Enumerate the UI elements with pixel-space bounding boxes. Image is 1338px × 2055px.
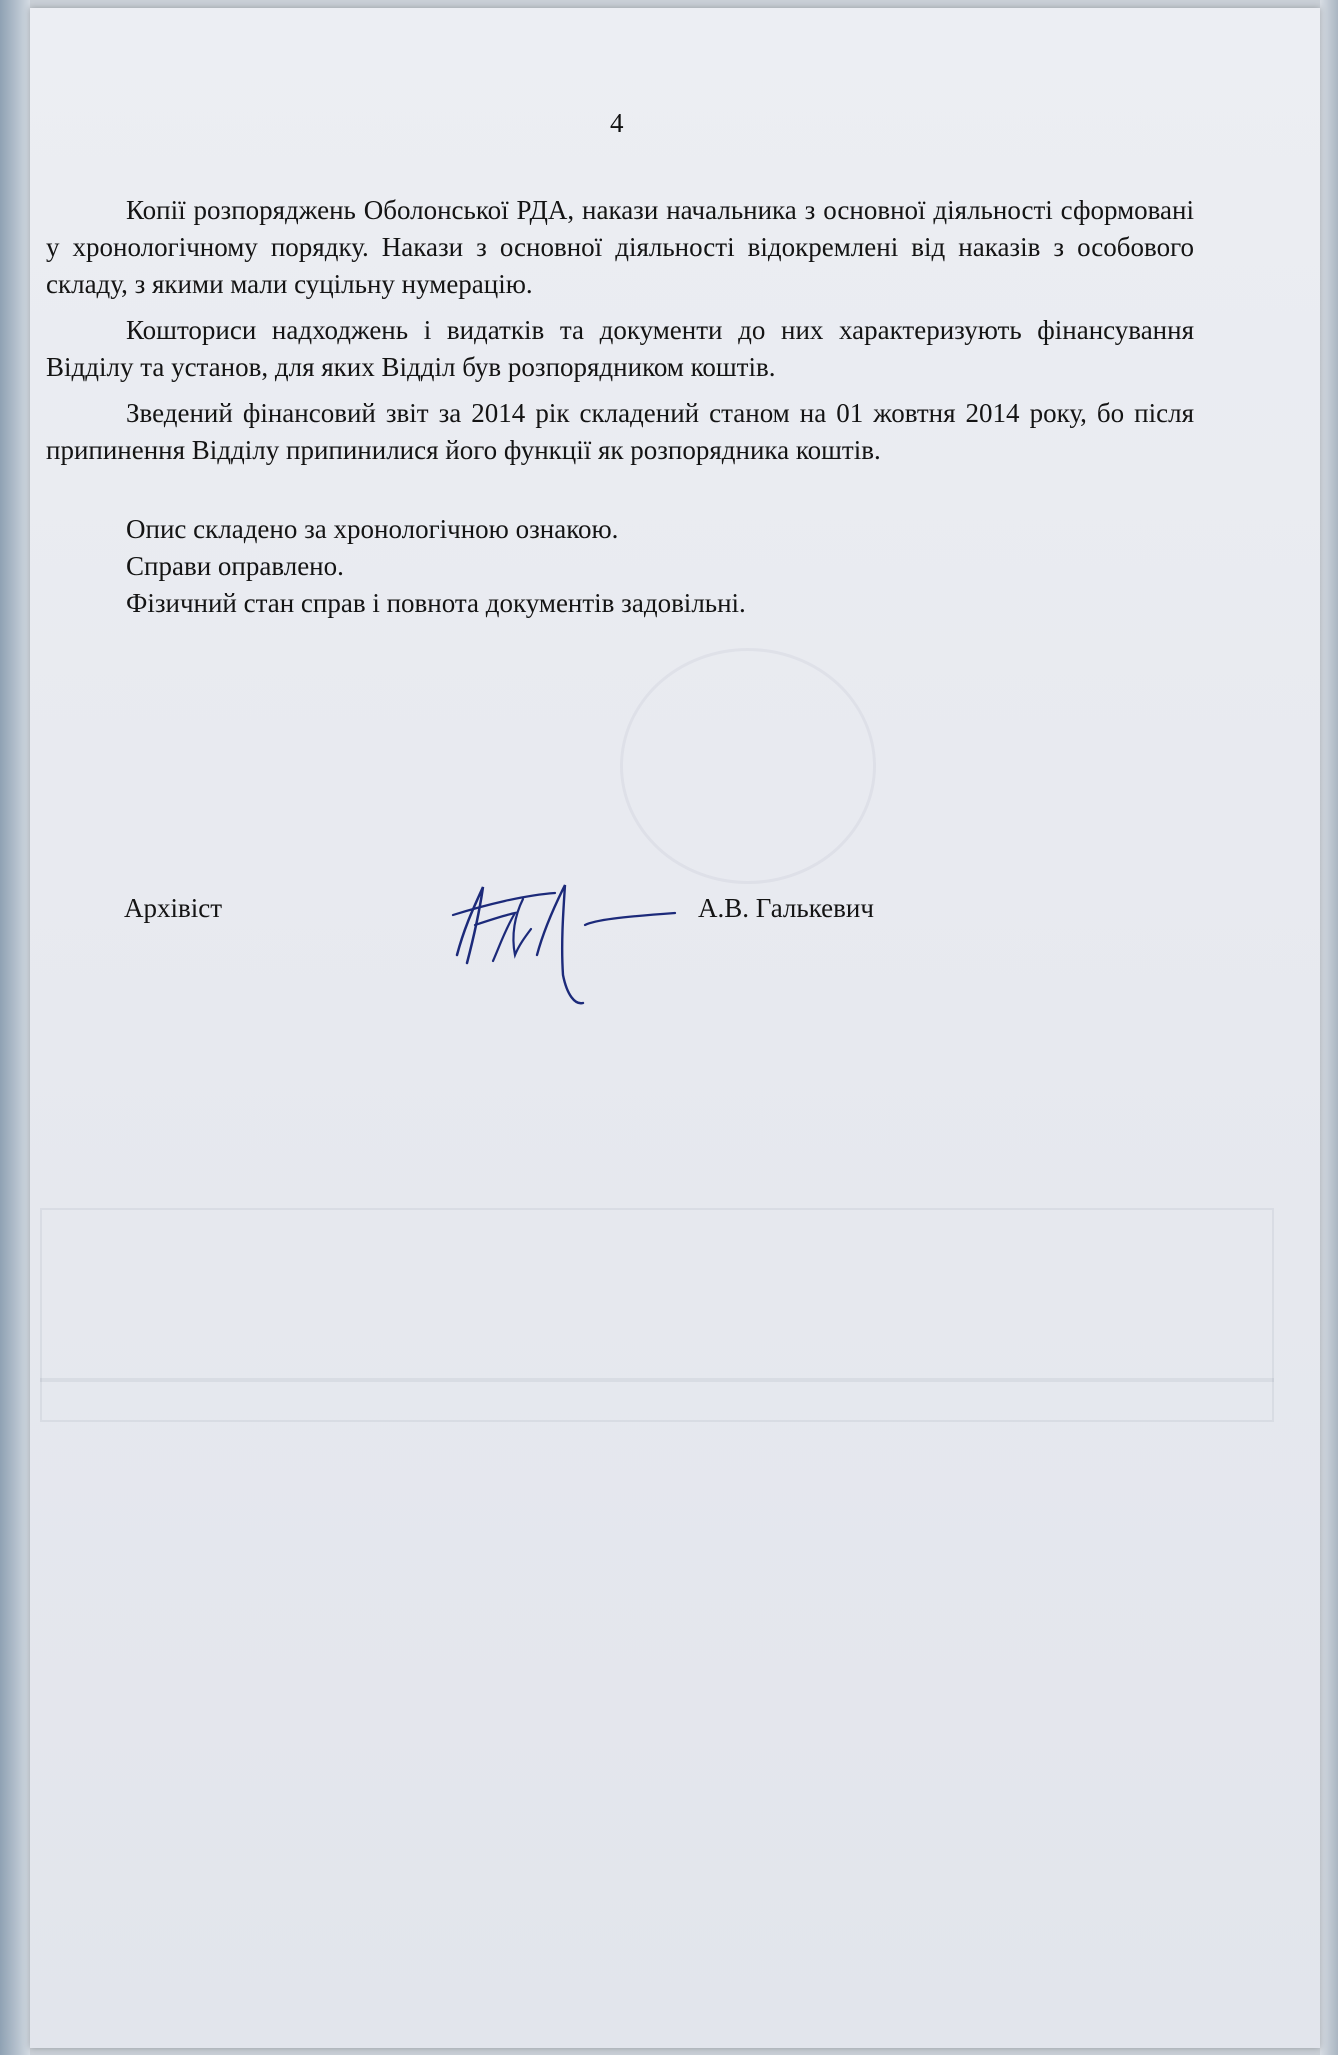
signatory-role: Архівіст — [124, 893, 223, 923]
bleed-through-stamp — [620, 648, 876, 884]
right-page-edge — [1320, 0, 1338, 2055]
bleed-through-table — [40, 1208, 1274, 1422]
note-line: Опис складено за хронологічною ознакою. — [126, 514, 619, 544]
paragraph: Кошториси надходжень і видатків та документи до них характеризують фінансування Відділу та установ, для яких Відділ був розпорядником коштів. — [46, 315, 1194, 382]
left-binding-edge — [0, 0, 30, 2055]
paragraph: Копії розпоряджень Оболонської РДА, накази начальника з основної діяльності сформовані у хронологічному порядку. Накази з основної діяльності відокремлені від наказів з особового складу, з якими мали суцільну нумерацію. — [46, 195, 1194, 299]
note-line: Фізичний стан справ і повнота документів задовільні. — [126, 588, 746, 618]
notes-block — [46, 511, 1194, 622]
paragraph: Зведений фінансовий звіт за 2014 рік складений станом на 01 жовтня 2014 року, бо після припинення Відділу припинилися його функції як розпорядника коштів. — [46, 398, 1194, 465]
handwritten-signature — [445, 865, 685, 1015]
note-line: Справи оправлено. — [126, 551, 344, 581]
document-body — [46, 192, 1194, 622]
page-number: 4 — [610, 108, 624, 138]
bleed-through-table-row — [40, 1378, 1274, 1382]
signatory-name: А.В. Галькевич — [698, 893, 874, 923]
